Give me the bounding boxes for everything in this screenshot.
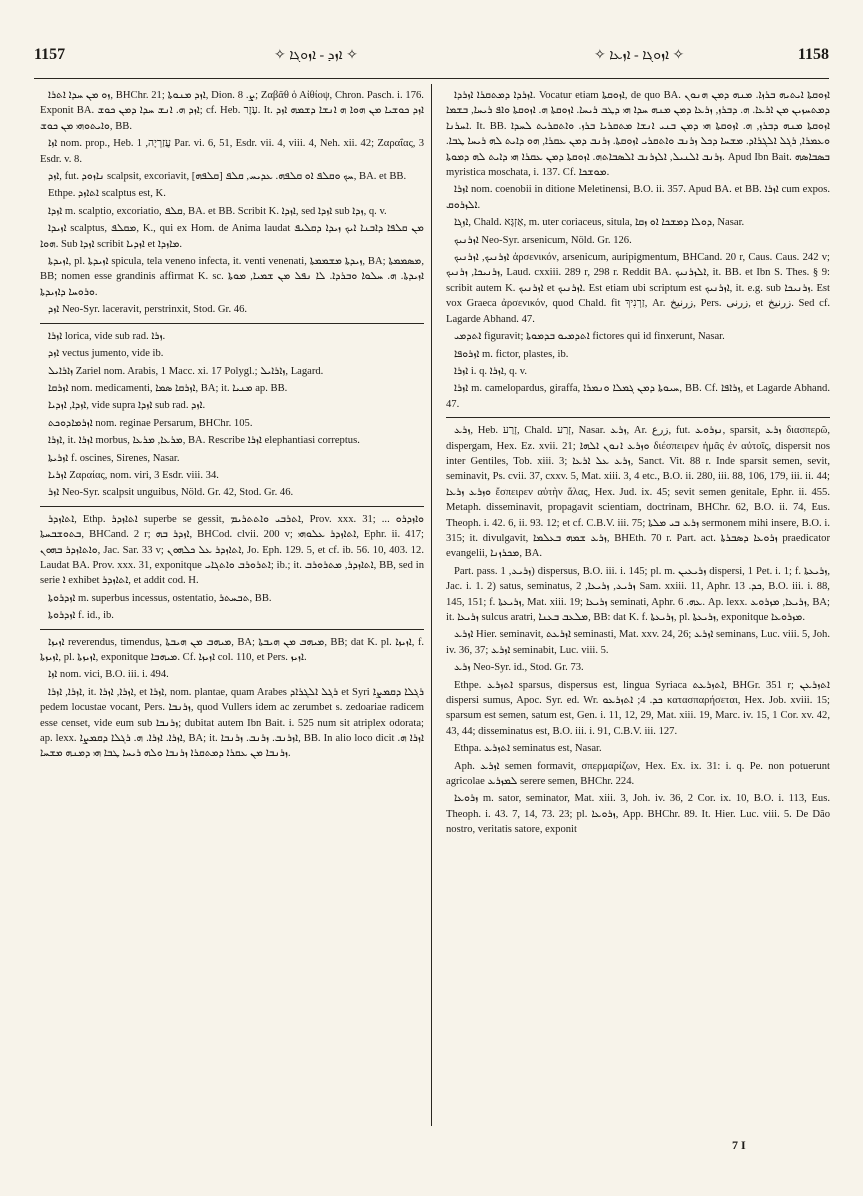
dictionary-entry: Ethpe. ܐܬܐܙܕ scalptus est, K.: [48, 188, 166, 200]
dictionary-entry: ܐܙܪܐ lorica, vide sub rad. ܙܪܐ.: [48, 330, 166, 342]
left-running-head: ✧ ܐܙܕ - ܐܙܘܓܐ ✧: [274, 48, 358, 63]
dictionary-entry: ܐܙܪܐ nom. coenobii in ditione Meletinensi, B.O. ii. 357. Apud BA. et BB. ܐܙܪܐ cum expos. ܐܠܙܪܘܩ.: [446, 184, 830, 211]
dictionary-entry: ܐܙܪܐ m. camelopardus, giraffa, ܚܝܘܬܐ ܕܡܢ ܓܡܠܐ ܘܢܡܪܐ, BB. Cf. ܙܪܐܦܐ, et Lagarde Abhand. 47.: [446, 383, 830, 410]
dictionary-entry: ܐܙܝܙܐ reverendus, timendus, ܡܝܗܒ ܡܢ ܗܝܒܬܐ, BA; ܡܝܗܒ ܡܢ ܗܝܒܬܐ, BB; dat K. pl. ܐܙܝܙܐ, f. ܐܙܝܙܬܐ, pl. ܐܙܝܙܬܐ, exponitque ܡܝܗܒܐ. Cf. ܐܙܝܙܐ col. 110, et Pers. ܐܙܝܙ.: [40, 636, 425, 663]
dictionary-entry: ܐܙܪܐ, ܐܙܪܐ, it. ܐܙܪܐ, ܐܙܪܐ, et ܐܙܪܐ, nom. plantae, quam Arabes ܪܓܠ ܐܠܓܪܐܕ et Syri ܪܓܠܐ ܕܩܡܨܐ pedem locustae vocant, Pers. ܙܪܢܒܐ, quod Vullers idem ac zerumbet s. zedoariae radicem esse censet, vide eum sub ܙܪܢܒܐ; dubitat autem Ibn Bait. i. 525 num sit atriplex odorata; ap. lexx. ܐܙܪܐ. ܐܙܪܐ. ܗ. ܪܓܠܐ ܕܩܡܨܐ, BA; it. ܐܙܪܢܒ. ܙܪܢܒ. ܙܪܢܒܐ, BB. In alio loco dicit ܐܙܪܐ ܗ. ܙܪܢܒܐ ܡܢ ܥܩܪܐ ܕܡܬܩܪܐ ܙܪܢܒܐ ܘܠܗ ܪܝܚܐ ܛܒܐ ܗܝ ܕܡܢܗ ܡܫܚܐ.: [40, 686, 424, 760]
dictionary-entry: ܐܙܪܝܬܐ f. oscines, Sirenes, Nasar.: [48, 452, 180, 464]
dictionary-entry: Part. pass. ܙܪܝܥ, 1) dispersus, B.O. iii. i. 145; pl. m. ܙܪܝܥܝܢ dispersi, 1 Pet. i. 1; f. ܙܪܝܥܬܐ, Jac. i. 1. 2) satus, seminatus, ܙܪܝܥ, ܙܪܝܥܐ, 2 Sam. xxiii. 11, Aphr. ܟܕ. 13, B.O. iii. i. 88, 145, 151; f. ܙܪܝܥܬܐ, Mat. xiii. 19; ܙܪܝܥܐ seminati, Aphr. ܥܗ. 6. Ap. lexx. ܙܪܝܥܐ, ܡܙܪܘܥ, BA; it. ܙܪܝܥܐ sulcus aratri, ܡܠܥܒ ܒܥܢܐ, BB: dat K. f. ܙܪܝܥܬܐ, pl. ܙܪܝܥܬܐ, exponitque ܡܙܪܘܥܐ.: [446, 565, 831, 623]
right-column: [446, 88, 830, 840]
dictionary-entry: ܐܙܪܝܐ Ζαραίας, nom. viri, 3 Esdr. viii. 34.: [48, 469, 219, 481]
dictionary-entry: ܐܙܪܐ i. q. ܐܙܪܐ, q. v.: [454, 365, 528, 377]
dictionary-entry: ܙܪܥ Neo-Syr. id., Stod. Gr. 73.: [454, 662, 584, 674]
dictionary-entry: ܐܙܪܢܝܟ, ܐܙܪܢܝܟ ἀρσενικόν, arsenicum, auripigmentum, BHCand. 20 r, Caus. Caus. 242 v; ܙܪܢܝܟܐ, ܙܪܢܝܟ, Laud. cxxiii. 289 r, 298 r. Reddit BA. ܐܠܙܪܢܝܟ, it. BB. et Ibn S. Thes. § 9: scribit autem K. ܐܙܪܢܝܟ et ܐܙܪܢܝܟ. Est etiam ubi scriptum est ܐܙܪܢܝܟ, it. e.g. sub ܙܪܢܝܟܐ. Est vox Graeca ἀρσενικόν, quod Chald. fit זַרְנִיךְ, Ar. زرنيخ, Pers. زرنی, et زرنیخ. Sed cf. Lagarde Abhand. 47.: [446, 252, 831, 325]
dictionary-entry: Ethpe. ܐܬܙܪܥ sparsus, dispersus est, lingua Syriaca ܐܬܙܪܥܬ, BHGr. 351 r; ܐܬܙܪܥܢ dispersi sumus, Apoc. Syr. ed. Wr. ܟܕ. 4; ܐܬܙܪܥܘ κατασπαρήσεται, Hex. Job. xviii. 15; sparsum est semen, satum est, Gen. i. 11, 12, 29, Mat. xiii. 19, Marc. iv. 15, 1 Cor. xv. 42, 43, 44; disseminatus est, B.O. iii. i. 91, C.B.V. iii. 127.: [446, 679, 830, 737]
dictionary-entry: Aph. ܐܙܪܥ semen formavit, σπερμαρίζων, Hex. Ex. ix. 31: i. q. Pe. non potuerunt agricolae ܠܡܙܪܥ serere semen, BHChr. 224.: [446, 760, 830, 788]
entry-separator: [446, 417, 830, 418]
dictionary-entry: ܐܙܝܕܐ scalptus, ܡܩܠܦ, K., qui ex Hom. de Anima laudat ܡܢ ܩܠܦܐ ܕܐܒܢܐ ܐܝܟ ܙܝܕܐ ܕܩܠܝܦ ܗܘܐ. Sub ܐܙܕܐ scribit ܐܙܕܝܐ et ܡܐܙܕܐ.: [40, 223, 424, 250]
left-column: [40, 88, 424, 764]
dictionary-entry: ܐܙܪܘܦܐ m. fictor, plastes, ib.: [454, 348, 569, 360]
dictionary-entry: ܐܬܐܙܕܪ, Ethp. ܐܬܐܙܕܪ superbe se gessit, ܐܬܪܒܝ ܘܐܬܬܪܝܡ, Prov. xxx. 31; ܘܐܙܕܪܘ ... ܒܬܘܫܒܚܬܐ, BHCand. 2 r; ܐܙܕܪ ܒܗ, BHCod. clvii. 200 v; ܐܬܐܙܕܪ ܥܠܘܗܝ, Ephr. ii. 417; ܘܐܬܐܙܕܪ ܒܗܘܢ, Jac. Sar. 33 v; ܐܬܐܙܕܪ ܥܠ ܟܠܗܘܢ, Jo. Eph. 129. 5, et cf. ib. 56. 10, 403. 12. Laudat BA. Prov. xxx. 31, exponitque ܐܬܪܘܪܒ ܘܐܬܓܐܝ; ib.; it. ܐܬܐܙܕܪ, ܡܬܪܘܪܒ, BB, sed in serie ܐ exhibet ܐܬܐܙܕܪ, et addit cod. H.: [40, 513, 425, 587]
dictionary-entry: ܐܙܪܕܐ ܕܡܬܩܪܐ ܐܙܪܕܐ. Vocatur etiam ܐܙܘܩܬܐ, de quo BA. ܐܙܘܩܬܐ ܐܝܬܝܗ ܒܪܙܐ. ܡܢܗ ܕܡܢ ܗܢܘܢ ܕܡܬܚܙܝܢ ܡܢ ܐܪܥܐ. ܗ. ܕܒܪܙ, ܙܪܥܐ ܕܡܢ ܡܢܗ ܚܕܐ ܗܝ ܕܛܒ ܪܝܚܐ. ܐܙܘܩܬܐ ܗ. ܐܙܘܩܬܐ ܘܐܦ ܪܝܚܐ, ܒܫܡܐ ܐܚܪܢܐ. It. BB. ܐܙܘܩܬܐ ܡܢܗ ܕܒܪܙ, ܗ. ܐܙܘܩܬܐ ܗܝ ܕܡܢ ܒܢܝ ܐܢܫܐ ܡܬܩܪܝܐ ܒܪܙ. ܘܐܬܩܪܝܬ ܠܚܕܐ ܘܥܡܪܐ, ܪܓܠ ܐܠܓܪܐܕ. ܡܫܚܐ ܕܟܠ ܙܪܢܒ ܘܐܬܩܪܝ ܐܙܘܩܬܐ. ܙܪܢܒ ܕܡܢ ܥܩܪܐ, ܗܘ ܕܐܝܬ ܠܗ ܪܝܚܐ ܛܒܐ. ܙܪܢܒ ܐܠܢܝܠ, ܐܠܙܪܢܒ ܐܠܣܒܐܬܗ. ܐܙܘܩܬܐ ܕܡܢ ܥܩܪܐ ܗܝ ܕܐܝܬ ܠܗ ܕܡܘܬܐ. Apud Ibn Bait. ܒܣܒܐܣܗ myristica moschata, i. 137. Cf. ܡܘܫܟܐ.: [446, 90, 831, 179]
dictionary-entry: ܐܙܕܐ, ܐܙܕܝܐ, vide supra ܐܙܕܐ sub rad. ܐܙܕ.: [48, 400, 206, 412]
entry-separator: [40, 629, 424, 630]
dictionary-entry: ܐܙܕܪܘܬܐ m. superbus incessus, ostentatio, ܬܒܚܬܪ, BB.: [48, 592, 272, 604]
dictionary-entry: ܐܙܓܐ, Chald. אַזְגָּא, m. uter coriaceus, situla, ܕܘܠܐ ܕܡܫܟܐ ܐܘ ܙܩܐ, Nasar.: [454, 217, 745, 229]
dictionary-entry: ܐܙܐ nom. vici, B.O. iii. i. 494.: [48, 669, 169, 681]
dictionary-entry: Ethpa. ܐܬܙܪܥ seminatus est, Nasar.: [454, 743, 602, 755]
dictionary-entry: ܐܙܝܕܬܐ, pl. ܐܙܝܕܬܐ spicula, tela veneno infecta, it. venti venenati, ܙܝܕܬܐ ܡܫܡܡܬܐ, BA; ܡܣܡܡܬܐ, BB; nomen esse grandinis affirmat K. sc. ܐܙܝܕܬܐ. ܗ. ܚܠܘܐ ܘܒܪܕܐ. ܠܐ ܢܦܠ ܡܢ ܫܡܝܐ, ܡܘܬܐ ܘܪܘܚܐ ܕܐܙܝܕܬܐ.: [40, 256, 425, 298]
dictionary-entry: ܐܬܕܡܝ figuravit; ܐܬܕܡܝܘ ܒܕܡܘܬܐ fictores qui id finxerunt, Nasar.: [454, 331, 725, 343]
dictionary-entry: ܙܪܘܥܐ m. sator, seminator, Mat. xiii. 3, Joh. iv. 36, 2 Cor. ix. 10, B.O. i. 113, Eus. Theoph. i. 43. 7, 14, 73. 23; pl. ܙܪܘܥܐ, App. BHChr. 89. It. Hier. Luc. viii. 5. De Dão nostro, veritatis satore, exponit: [446, 793, 830, 836]
header-rule: [34, 78, 829, 79]
entry-separator: [40, 506, 424, 507]
dictionary-entry: ܐܙܪ Neo-Syr. scalpsit unguibus, Nöld. Gr. 42, Stod. Gr. 46.: [48, 487, 294, 499]
page-header: [34, 46, 829, 70]
left-page-number: 1157: [34, 46, 66, 63]
dictionary-entry: ܙܘ ܡܢ ܚܕܐ ܐܬܪܐ, BHChr. 21; ܐܙܕ ܡܢܘܬܐ, Dion. ܨ. 8; Ζαβᾶθ ὁ Αἰθίοψ, Chron. Pasch. i. 176. Exponit BA. ܐܙܕ ܗ. ܐܢܫ ܚܕܐ ܕܡܢ ܟܘܫ; cf. Heb. עֶזֶר. It. ܐܙܕ ܟܘܫܝܐ ܡܢ ܗܘܐ ܗ ܐܢܫܐ ܕܫܡܗ ܐܙܕ ܘܐܝܬܘܗܝ ܡܢ ܟܘܫ, BB.: [40, 90, 424, 132]
dictionary-entry: ܐܙܕܐ m. scalptio, excoriatio, ܩܠܦ, BA. et BB. Scribit K. ܐܙܕܐ, sed ܐܙܕܐ sub ܙܕܐ, q. v.: [48, 205, 387, 217]
dictionary-entry: ܐܙܕ vectus jumento, vide ib.: [48, 348, 164, 360]
dictionary-entry: ܐܙܐ nom. prop., Heb. עֲזַרְיָה, 1 Par. vi. 6, 51, Esdr. vii. 4, viii. 4, Neh. xii. 42; Ζαραΐας, 3 Esdr. v. 8.: [40, 138, 424, 165]
dictionary-entry: ܙܐܪܐܝܠ Zariel nom. Arabis, 1 Macc. xi. 17 Polygl.; ܙܐܪܐܝܠ, Lagard.: [48, 365, 324, 377]
dictionary-entry: ܐܙܪܡܐܕܘܟܬ nom. reginae Persarum, BHChr. 105.: [48, 417, 253, 429]
column-separator: [431, 84, 432, 1126]
signature-mark: 7 I: [732, 1138, 746, 1152]
dictionary-entry: ܙܪܥ, Heb. זָרַע, Chald. זְרַע, Nasar. ܙܪܥ, Ar. زرع, fut. ܢܙܪܘܥ, sparsit, ܙܪܥ διασπερῶ, dispergam, Hex. Ez. xvii. 21; ܘܙܪܥ ܐܢܘܢ ܐܠܗܐ διέσπειρεν ἡμᾶς ἐν αὐτοῖς, dispersit nos inter Gentiles, Tob. xiii. 3; ܙܪܥ ܥܠ ܐܪܥܐ, Sanct. Vit. 88 r. Inde sparsit semen, sevit, seminavit, Ps. cvii. 37, cxxv. 5, Mat. xiii. 3, 4 etc., B.O. ii. 280, iii. 88, 106, 179, iii. ii. 44; ܘܙܪܥ ܙܪܥܐ ἔσπειρεν αὐτὴν ἅλας, Hex. Jud. ix. 45; sevit semen genitale, Ephr. ii. 455. Metaph. disseminavit, propagavit scientiam, doctrinam, BHChr. 62, B.O. ii. 74, Eus. Theoph. i. 42. 6, ii. 93. 12; et cf. C.B.V. iii. 75; ܙܪܥ ܒܝ ܡܠܬܐ sermonem mihi insere, B.O. i. 315; it. divulgavit, ܙܪܥ ܫܡܗ ܒܥܠܡܐ, BHEth. 70 r. Part. act. ܙܪܘܥܐ ܕܣܒܪܬܐ praedicator evangelii, ܡܟܪܙܢܐ, BA.: [446, 425, 831, 560]
dictionary-entry: ܐܙܪܩܐ nom. medicamenti, ܐܙܪܩܐ ܣܡܐ, BA; it. ܡܢܝܐ ap. BB.: [48, 382, 288, 394]
dictionary-entry: ܐܙܪܥ Hier. seminavit, ܐܙܪܥܬ seminasti, Mat. xxv. 24, 26; ܐܙܪܥ seminans, Luc. viii. 5, Joh. iv. 36, 37; ܐܙܪܥ seminabit, Luc. viii. 5.: [446, 629, 830, 656]
entry-separator: [40, 323, 424, 324]
dictionary-entry: ܐܙܕܪܘܬܐ f. id., ib.: [48, 610, 114, 622]
dictionary-entry: ܐܙܪܢܝܟ Neo-Syr. arsenicum, Nöld. Gr. 126.: [454, 234, 632, 246]
right-page-number: 1158: [797, 46, 829, 63]
dictionary-entry: ܐܙܕ, fut. ܢܐܙܘܕ scalpsit, excoriavit, ܚܟ ܘܩܠܦ ܐܘ ܩܠܦܗ. ܥܕܝܚ, ܩܠܦ [ܩܠܦܗ], BA. et BB.: [48, 171, 407, 183]
dictionary-entry: ܐܙܕ Neo-Syr. laceravit, perstrinxit, Stod. Gr. 46.: [48, 304, 248, 316]
dictionary-entry: ܐܙܪܐ, it. ܐܙܪܐ morbus, ܡܪܥܐ, ܡܪܥܐ, BA. Rescribe ܐܙܪܐ elephantiasi correptus.: [48, 435, 360, 447]
right-running-head: ✧ ܐܙܘܓܐ - ܐܙܥܐ ✧: [594, 48, 685, 63]
